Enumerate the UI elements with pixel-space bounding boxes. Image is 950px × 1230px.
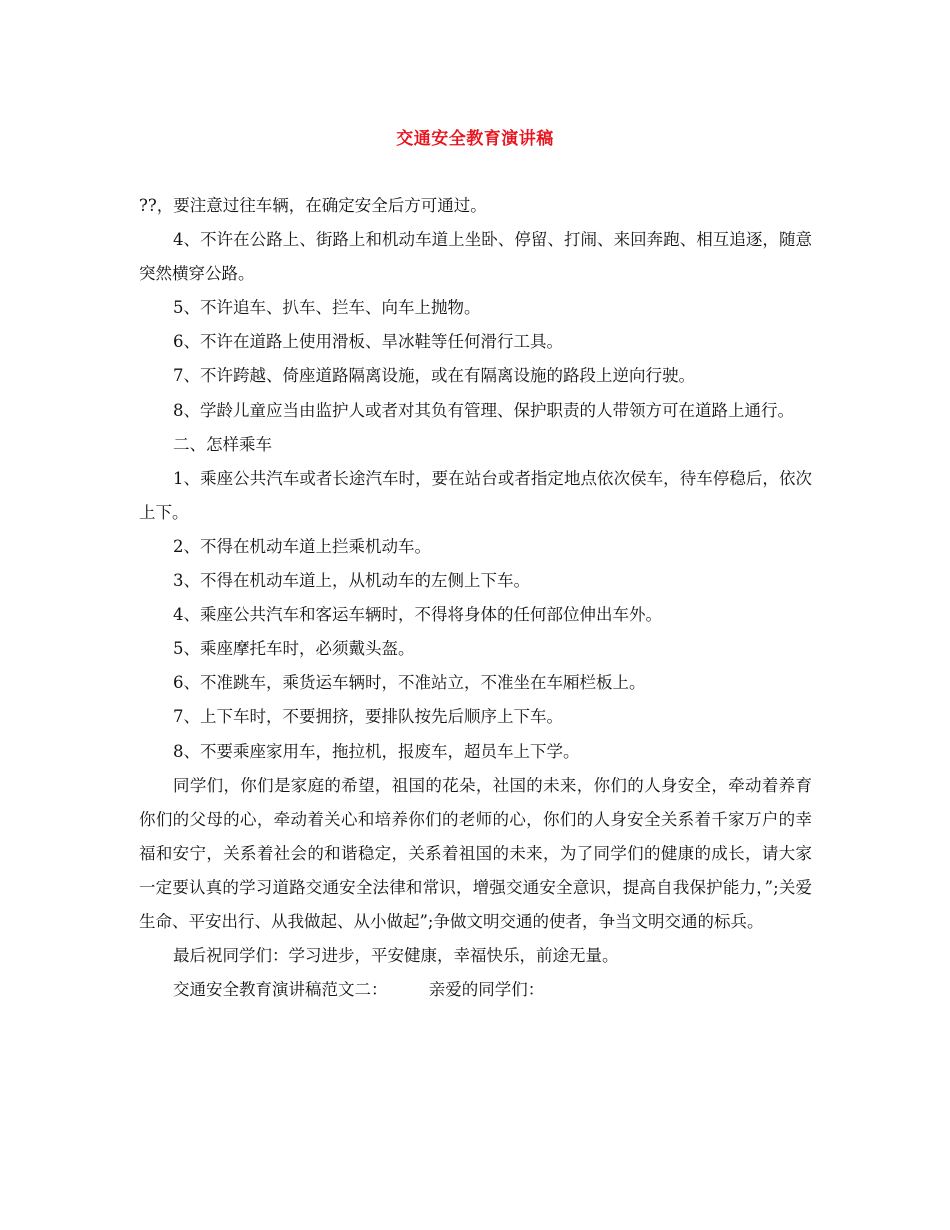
body-paragraph: 8、不要乘座家用车，拖拉机，报废车，超员车上下学。 bbox=[173, 741, 580, 761]
body-paragraph: 3、不得在机动车道上，从机动车的左侧上下车。 bbox=[173, 571, 530, 591]
body-paragraph: 4、不许在公路上、街路上和机动车道上坐卧、停留、打闹、来回奔跑、相互追逐，随意突然横穿公路。 bbox=[139, 230, 812, 284]
body-paragraph: 最后祝同学们：学习进步，平安健康，幸福快乐，前途无量。 bbox=[173, 946, 619, 966]
body-paragraph: 7、上下车时，不要拥挤，要排队按先后顺序上下车。 bbox=[173, 707, 563, 727]
body-paragraph: 8、学龄儿童应当由监护人或者对其负有管理、保护职责的人带领方可在道路上通行。 bbox=[173, 400, 794, 420]
body-paragraph: ??，要注意过往车辆，在确定安全后方可通过。 bbox=[139, 196, 487, 215]
body-paragraph: 交通安全教育演讲稿范文二： 亲爱的同学们： bbox=[173, 980, 545, 1000]
body-paragraph: 7、不许跨越、倚座道路隔离设施，或在有隔离设施的路段上逆向行驶。 bbox=[173, 366, 695, 386]
document-title: 交通安全教育演讲稿 bbox=[396, 129, 554, 149]
body-paragraph: 5、不许追车、扒车、拦车、向车上抛物。 bbox=[173, 298, 481, 318]
body-paragraph: 2、不得在机动车道上拦乘机动车。 bbox=[173, 536, 431, 556]
body-paragraph: 二、怎样乘车 bbox=[173, 434, 272, 454]
body-paragraph: 6、不许在道路上使用滑板、旱冰鞋等任何滑行工具。 bbox=[173, 332, 563, 352]
body-paragraph: 5、乘座摩托车时，必须戴头盔。 bbox=[173, 639, 415, 659]
document-body bbox=[139, 189, 812, 1007]
body-paragraph: 6、不准跳车，乘货运车辆时，不准站立，不准坐在车厢栏板上。 bbox=[173, 673, 646, 693]
body-paragraph: 同学们，你们是家庭的希望，祖国的花朵，社国的未来，你们的人身安全，牵动着养育你们的父母的心，牵动着关心和培养你们的老师的心，你们的人身安全关系着千家万户的幸福和安宁，关系着社会的和谐稳定，关系着祖国的未来，为了同学们的健康的成长，请大家一定要认真的学习道路交通安全法律和常识，增强交通安全意识，提高自我保护能力，”;关爱生命、平安出行、从我做起、从小做起”;争做文明交通的使者，争当文明交通的标兵。 bbox=[139, 775, 812, 931]
body-paragraph: 1、乘座公共汽车或者长途汽车时，要在站台或者指定地点依次侯车，待车停稳后，依次上下。 bbox=[139, 468, 812, 522]
body-paragraph: 4、乘座公共汽车和客运车辆时，不得将身体的任何部位伸出车外。 bbox=[173, 605, 662, 625]
